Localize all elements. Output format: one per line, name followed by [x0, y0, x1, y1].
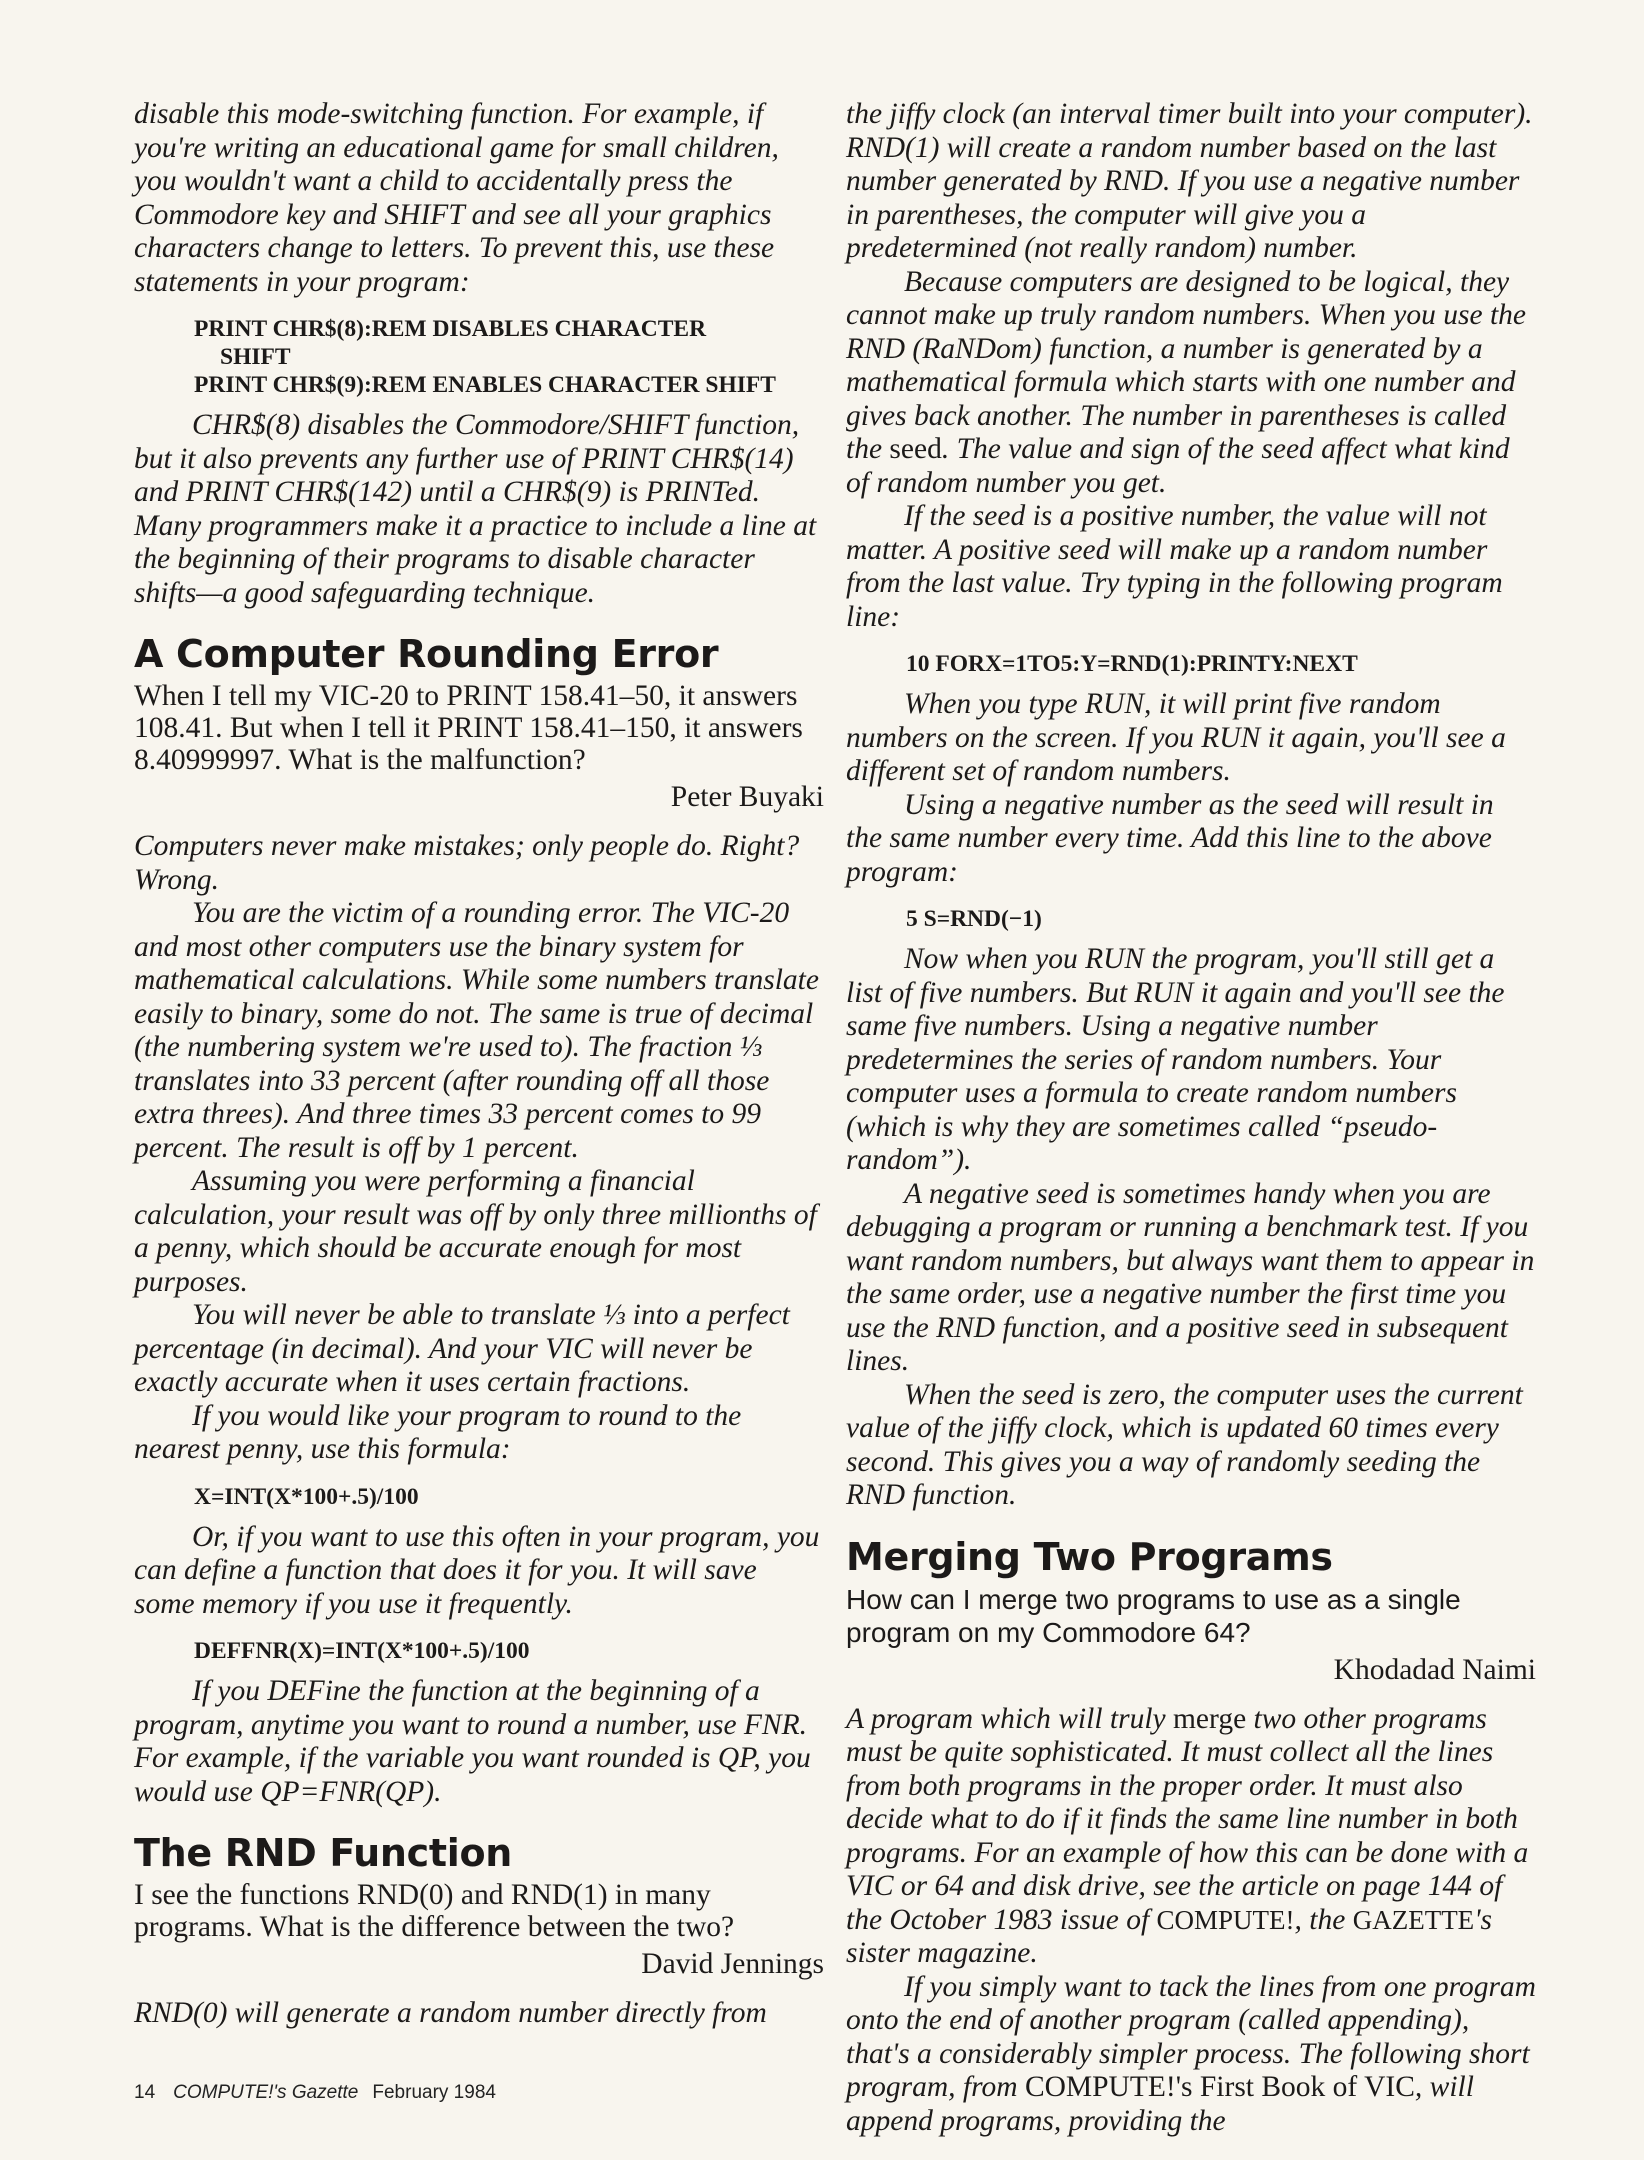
paragraph: Now when you RUN the program, you'll still get a list of five numbers. But RUN it again and you'll see the same five numbers. Using a negative number predetermines the series of random numbers. Your computer uses a formula to create random numbers (which is why they are sometimes called “pseudo-random”). — [846, 943, 1505, 1176]
code-line: PRINT CHR$(8):REM DISABLES CHARACTER — [194, 316, 707, 342]
text-run: If you simply want to tack the lines from one program onto the end of another program (called appending), that's a considerably simpler process. The following short program, from — [846, 1970, 1536, 2103]
section-heading: A Computer Rounding Error — [134, 632, 719, 676]
paragraph: If you would like your program to round to the nearest penny, use this formula: — [134, 1399, 742, 1465]
text-run: , the — [1294, 1903, 1353, 1936]
merge-term: merge — [1172, 1702, 1247, 1735]
question-author: Khodadad Naimi — [1333, 1653, 1536, 1686]
paragraph: If the seed is a positive number, the value will not matter. A positive seed will make up a random number from the last value. Try typing in the following program line: — [846, 500, 1503, 633]
text-run: . The value and sign of the seed affect what kind of random number you get. — [846, 433, 1510, 499]
reader-question: I see the functions RND(0) and RND(1) in many programs. What is the difference between the two? — [134, 1879, 735, 1943]
text-run: two other programs must be quite sophisticated. It must collect all the lines from both programs in the proper order. It must also decide what to do if it finds the same line number in both programs. For an example of how this can be done with a VIC or 64 and disk drive, see the article on page 144 of the October 1983 issue of — [846, 1702, 1529, 1936]
text-run: Because computers are designed to be logical, they cannot make up truly random numbers. When you use the RND (RaNDom) function, a number is generated by a mathematical formula which starts with one number and gives back another. The number in parentheses is called the — [846, 265, 1527, 465]
code-listing: X=INT(X*100+.5)/100 — [194, 1483, 419, 1510]
reader-question: How can I merge two programs to use as a single program on my Commodore 64? — [846, 1583, 1461, 1648]
page-number: 14 — [134, 2082, 156, 2103]
code-line: PRINT CHR$(9):REM ENABLES CHARACTER SHIFT — [194, 372, 776, 398]
paragraph: Computers never make mistakes; only people do. Right? Wrong. — [134, 830, 800, 896]
paragraph — [846, 266, 1536, 501]
code-listing: DEFFNR(X)=INT(X*100+.5)/100 — [194, 1638, 530, 1664]
section-heading: The RND Function — [134, 1831, 513, 1875]
paragraph: A negative seed is sometimes handy when you are debugging a program or running a benchmark test. If you want random numbers, but always want them to appear in the same order, use a negative number the first time you use the RND function, and a positive seed in subsequent lines. — [846, 1177, 1535, 1377]
reader-question: When I tell my VIC-20 to PRINT 158.41–50, it answers 108.41. But when I tell it PRINT 158.41–150, it answers 8.40999997. What is the malfunction? — [134, 680, 803, 776]
code-listing: 10 FORX=1TO5:Y=RND(1):PRINTY:NEXT — [906, 651, 1358, 677]
question-author: Peter Buyaki — [670, 781, 824, 813]
paragraph: disable this mode-switching function. For example, if you're writing an educational game for small children, you wouldn't want a child to accidentally press the Commodore key and SHIFT and see all your graphics characters change to letters. To prevent this, use these statements in your program: — [134, 98, 779, 298]
question-author: David Jennings — [641, 1948, 824, 1980]
paragraph: CHR$(8) disables the Commodore/SHIFT function, but it also prevents any further use of PRINT CHR$(14) and PRINT CHR$(142) until a CHR$(9) is PRINTed. Many programmers make it a practice to include a line at the beginning of their programs to disable character shifts—a good safeguarding technique. — [134, 409, 817, 609]
gazette-name: GAZETTE — [1352, 1904, 1475, 1935]
paragraph: Assuming you were performing a financial calculation, your result was off by only three millionths of a penny, which should be accurate enough for most purposes. — [134, 1165, 817, 1298]
paragraph: RND(0) will generate a random number directly from — [134, 1997, 767, 2029]
paragraph: the jiffy clock (an interval timer built into your computer). RND(1) will create a random number based on the last number generated by RND. If you use a negative number in parentheses, the computer will give you a predetermined (not really random) number. — [846, 98, 1533, 264]
paragraph: You will never be able to translate ⅓ into a perfect percentage (in decimal). And your VIC will never be exactly accurate when it uses certain fractions. — [134, 1299, 790, 1398]
code-listing: 5 S=RND(−1) — [906, 906, 1042, 932]
right-column — [846, 98, 1536, 2138]
paragraph — [846, 1971, 1536, 2139]
compute-name: COMPUTE! — [1156, 1904, 1295, 1935]
issue-date: February 1984 — [372, 2082, 496, 2103]
paragraph: You are the victim of a rounding error. The VIC-20 and most other computers use the binary system for mathematical calculations. While some numbers translate easily to binary, some do not. The same is true of decimal (the numbering system we're used to). The fraction ⅓ translates into 33 percent (after rounding off all those extra threes). And three times 33 percent comes to 99 percent. The result is off by 1 percent. — [134, 897, 819, 1164]
text-run: A program which will truly — [846, 1702, 1173, 1735]
paragraph: Using a negative number as the seed will result in the same number every time. Add this line to the above program: — [846, 788, 1494, 888]
section-heading: Merging Two Programs — [846, 1534, 1333, 1579]
text-run: , will append programs, providing the — [846, 2071, 1474, 2137]
book-title: COMPUTE!'s First Book of VIC — [1024, 2071, 1415, 2103]
page-footer — [134, 2082, 496, 2104]
text-run: 's sister magazine. — [846, 1903, 1492, 1969]
magazine-name: COMPUTE!'s Gazette — [173, 2082, 359, 2103]
code-line-continuation: SHIFT — [220, 344, 291, 370]
code-listing — [194, 315, 824, 399]
paragraph: If you DEFine the function at the beginning of a program, anytime you want to round a number, use FNR. For example, if the variable you want rounded is QP, you would use QP=FNR(QP). — [134, 1675, 811, 1808]
seed-term: seed — [889, 433, 942, 465]
left-column — [134, 98, 824, 2031]
paragraph: Or, if you want to use this often in your program, you can define a function that does it for you. It will save some memory if you use it frequently. — [134, 1520, 820, 1620]
paragraph: When the seed is zero, the computer uses the current value of the jiffy clock, which is updated 60 times every second. This gives you a way of randomly seeding the RND function. — [846, 1378, 1523, 1511]
paragraph: When you type RUN, it will print five random numbers on the screen. If you RUN it again, you'll see a different set of random numbers. — [846, 688, 1506, 787]
paragraph — [846, 1703, 1536, 1971]
